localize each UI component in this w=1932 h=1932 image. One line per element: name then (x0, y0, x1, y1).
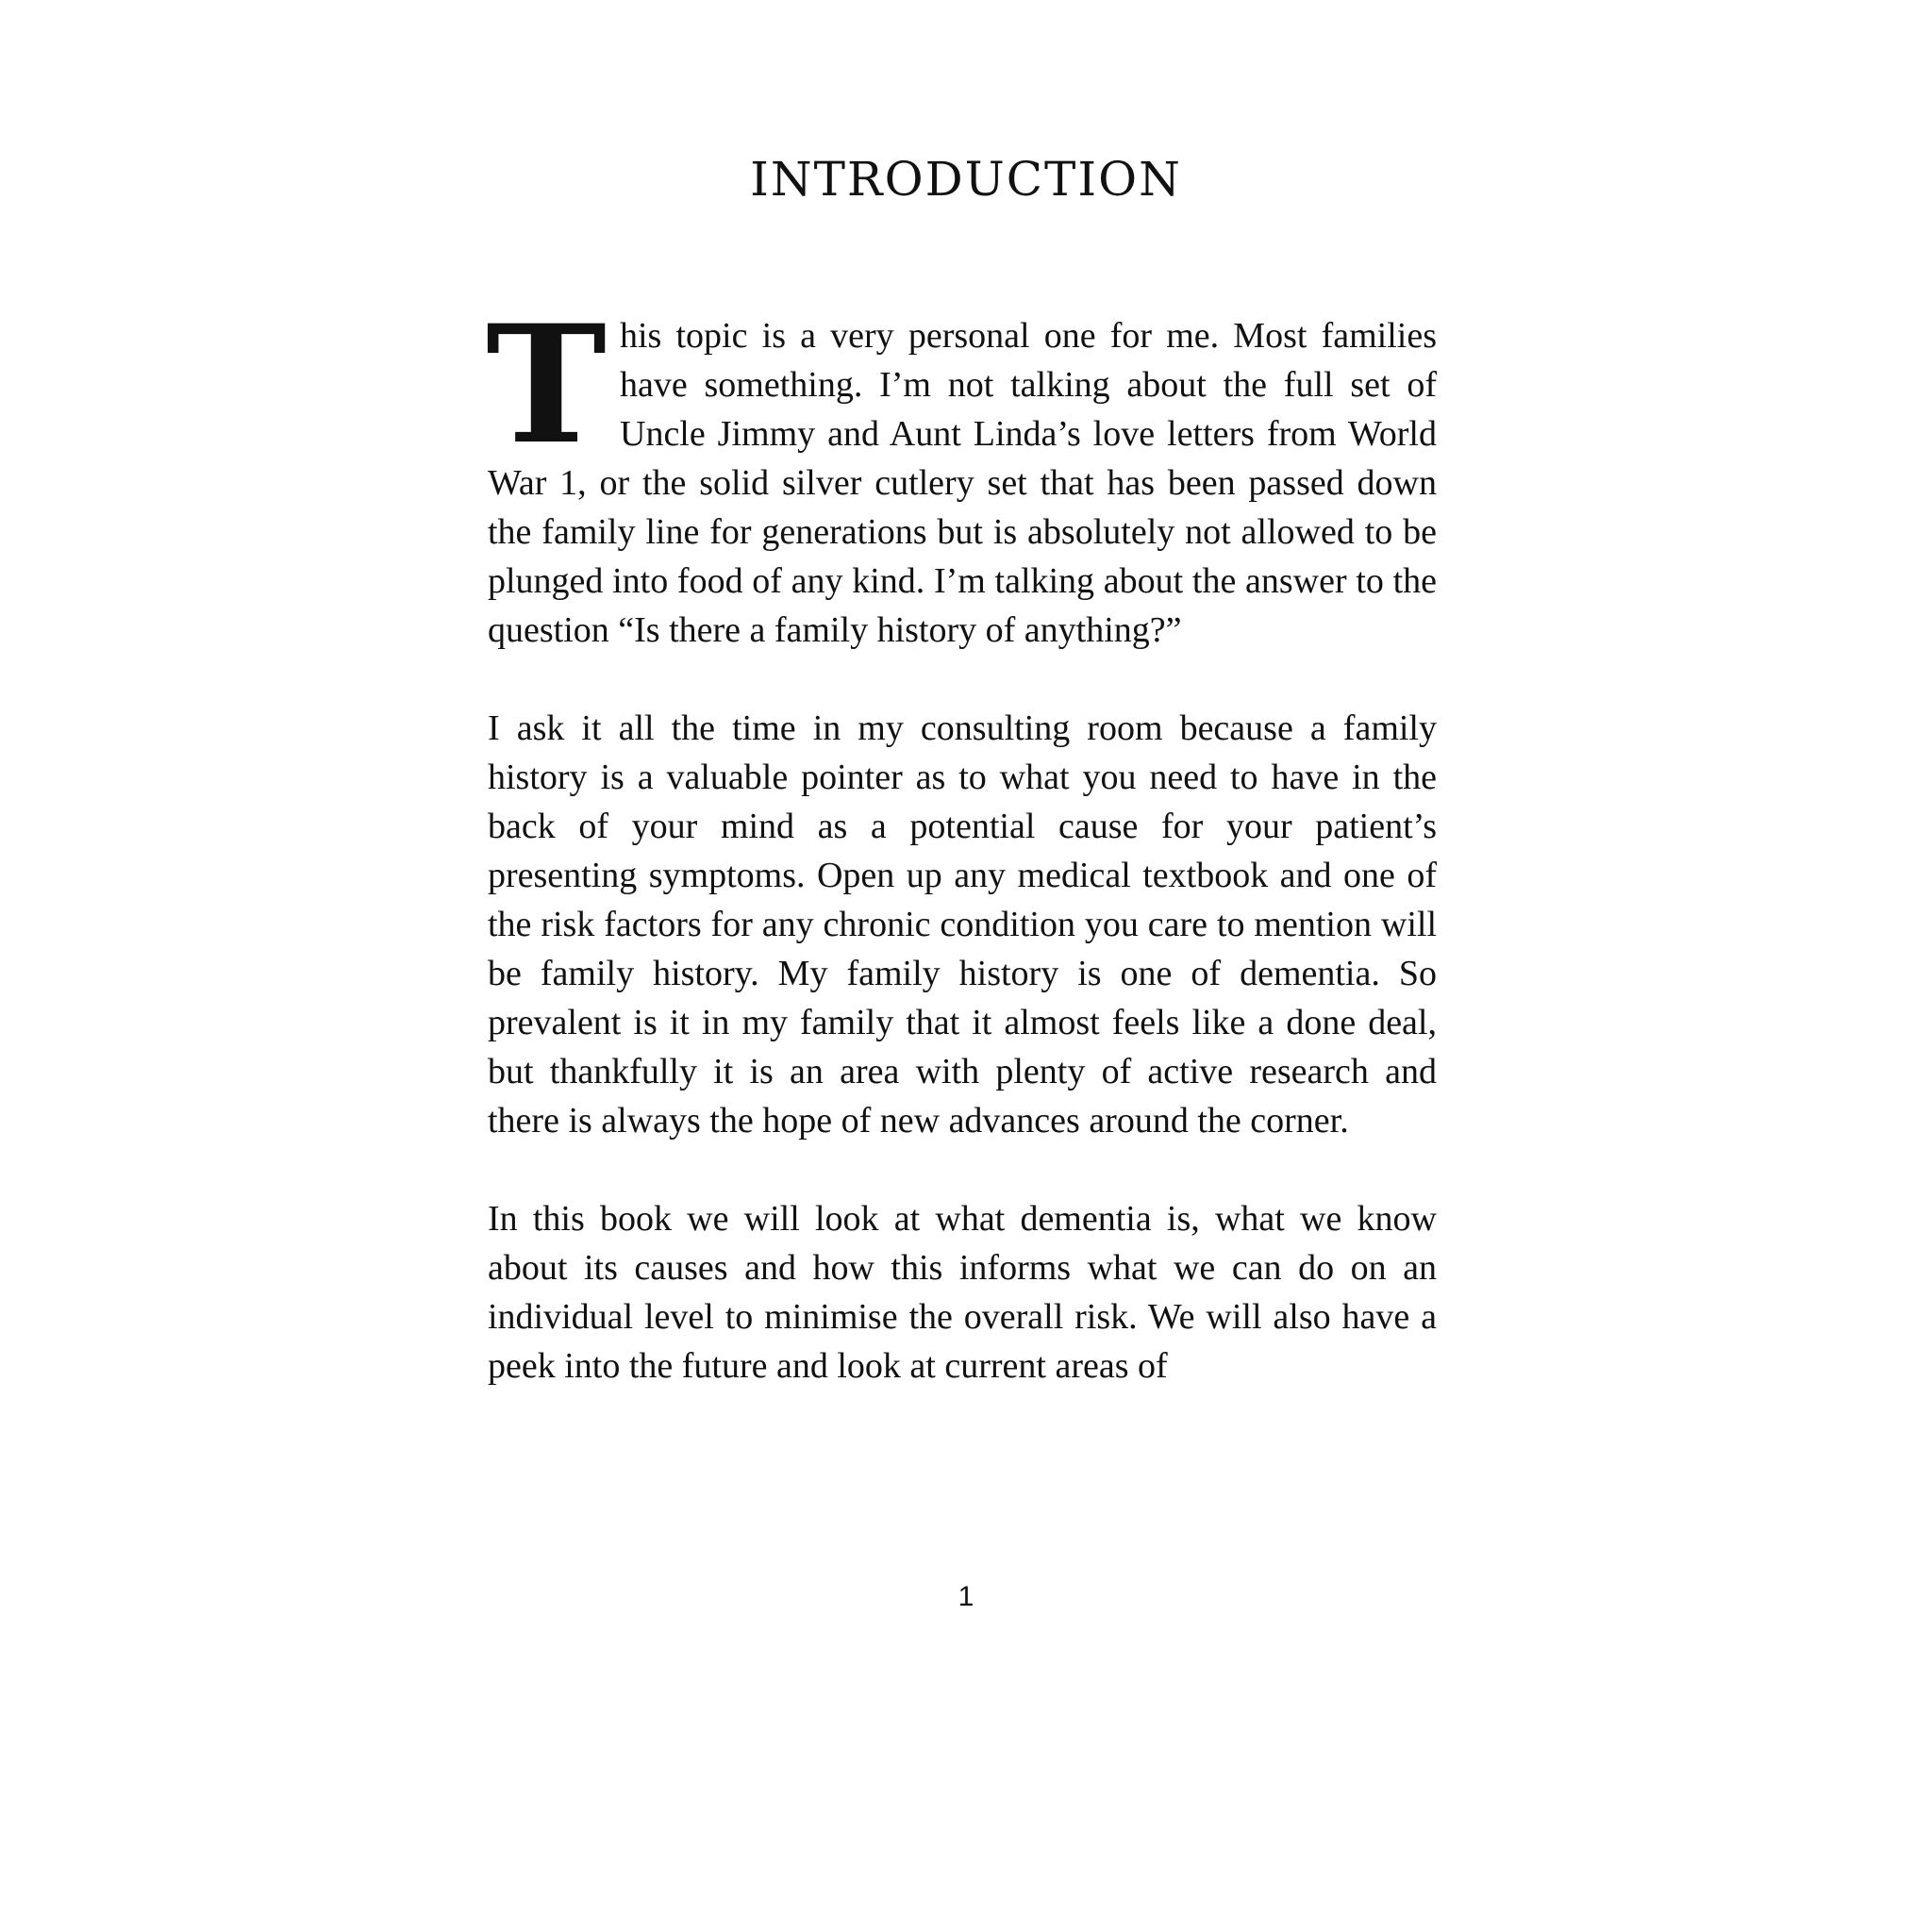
paragraph-3: In this book we will look at what dementia is, what we know about its causes and how this informs what we can do on an individual level to minimise the overall risk. We will also have a peek into the future and look at current areas of (488, 1199, 1437, 1386)
chapter-title: INTRODUCTION (750, 152, 1182, 207)
page-number: 1 (958, 1581, 974, 1612)
paragraph-2: I ask it all the time in my consulting room because a family history is a valuable pointer as to what you need to have in the back of your mind as a potential cause for your patient’s presenting symptoms. Open up any medical textbook and one of the risk factors for any chronic condition you care to mention will be family history. My family history is one of dementia. So prevalent is it in my family that it almost feels like a done deal, but thankfully it is an area with plenty of active research and there is always the hope of new advances around the corner. (488, 708, 1437, 1141)
paragraph-1 (486, 289, 1437, 655)
drop-cap-letter: T (486, 289, 607, 480)
chapter-body (486, 289, 1437, 1391)
paragraph-1-text: his topic is a very personal one for me. Most families have something. I’m not talking about the full set of Uncle Jimmy and Aunt Linda’s love letters from World War 1, or the solid silver cutlery set that has been passed down the family line for generations but is absolutely not allowed to be plunged into food of any kind. I’m talking about the answer to the question “Is there a family history of anything?” (488, 316, 1437, 650)
